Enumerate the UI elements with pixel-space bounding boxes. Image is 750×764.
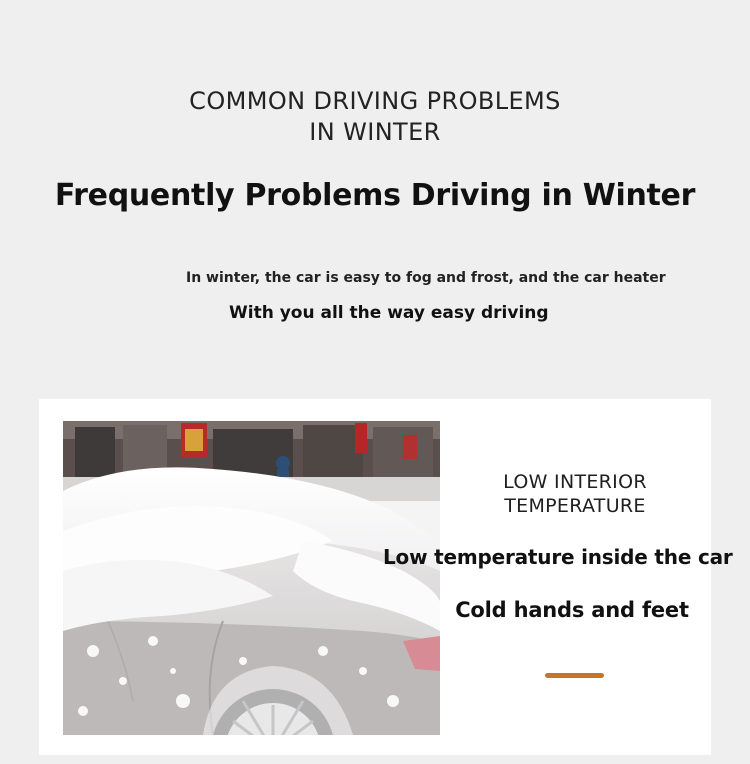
section-title-line-2: IN WINTER — [309, 118, 441, 146]
section-title — [0, 86, 750, 148]
feature-card — [39, 399, 733, 755]
headline: Frequently Problems Driving in Winter — [54, 178, 696, 213]
snow-covered-car-image — [63, 421, 440, 735]
card-title-line-1: LOW INTERIOR — [503, 471, 647, 493]
subtext-fog-frost: In winter, the car is easy to fog and frost, and the car heater — [186, 270, 666, 286]
card-text-cold-hands: Cold hands and feet — [455, 598, 689, 622]
subtext-easy-driving: With you all the way easy driving — [229, 303, 549, 323]
section-title-line-1: COMMON DRIVING PROBLEMS — [189, 87, 561, 115]
card-title — [469, 470, 681, 518]
card-title-line-2: TEMPERATURE — [504, 495, 646, 517]
accent-divider — [545, 673, 604, 678]
card-text-low-temperature: Low temperature inside the car — [383, 545, 733, 569]
snow-car-illustration — [63, 421, 440, 735]
